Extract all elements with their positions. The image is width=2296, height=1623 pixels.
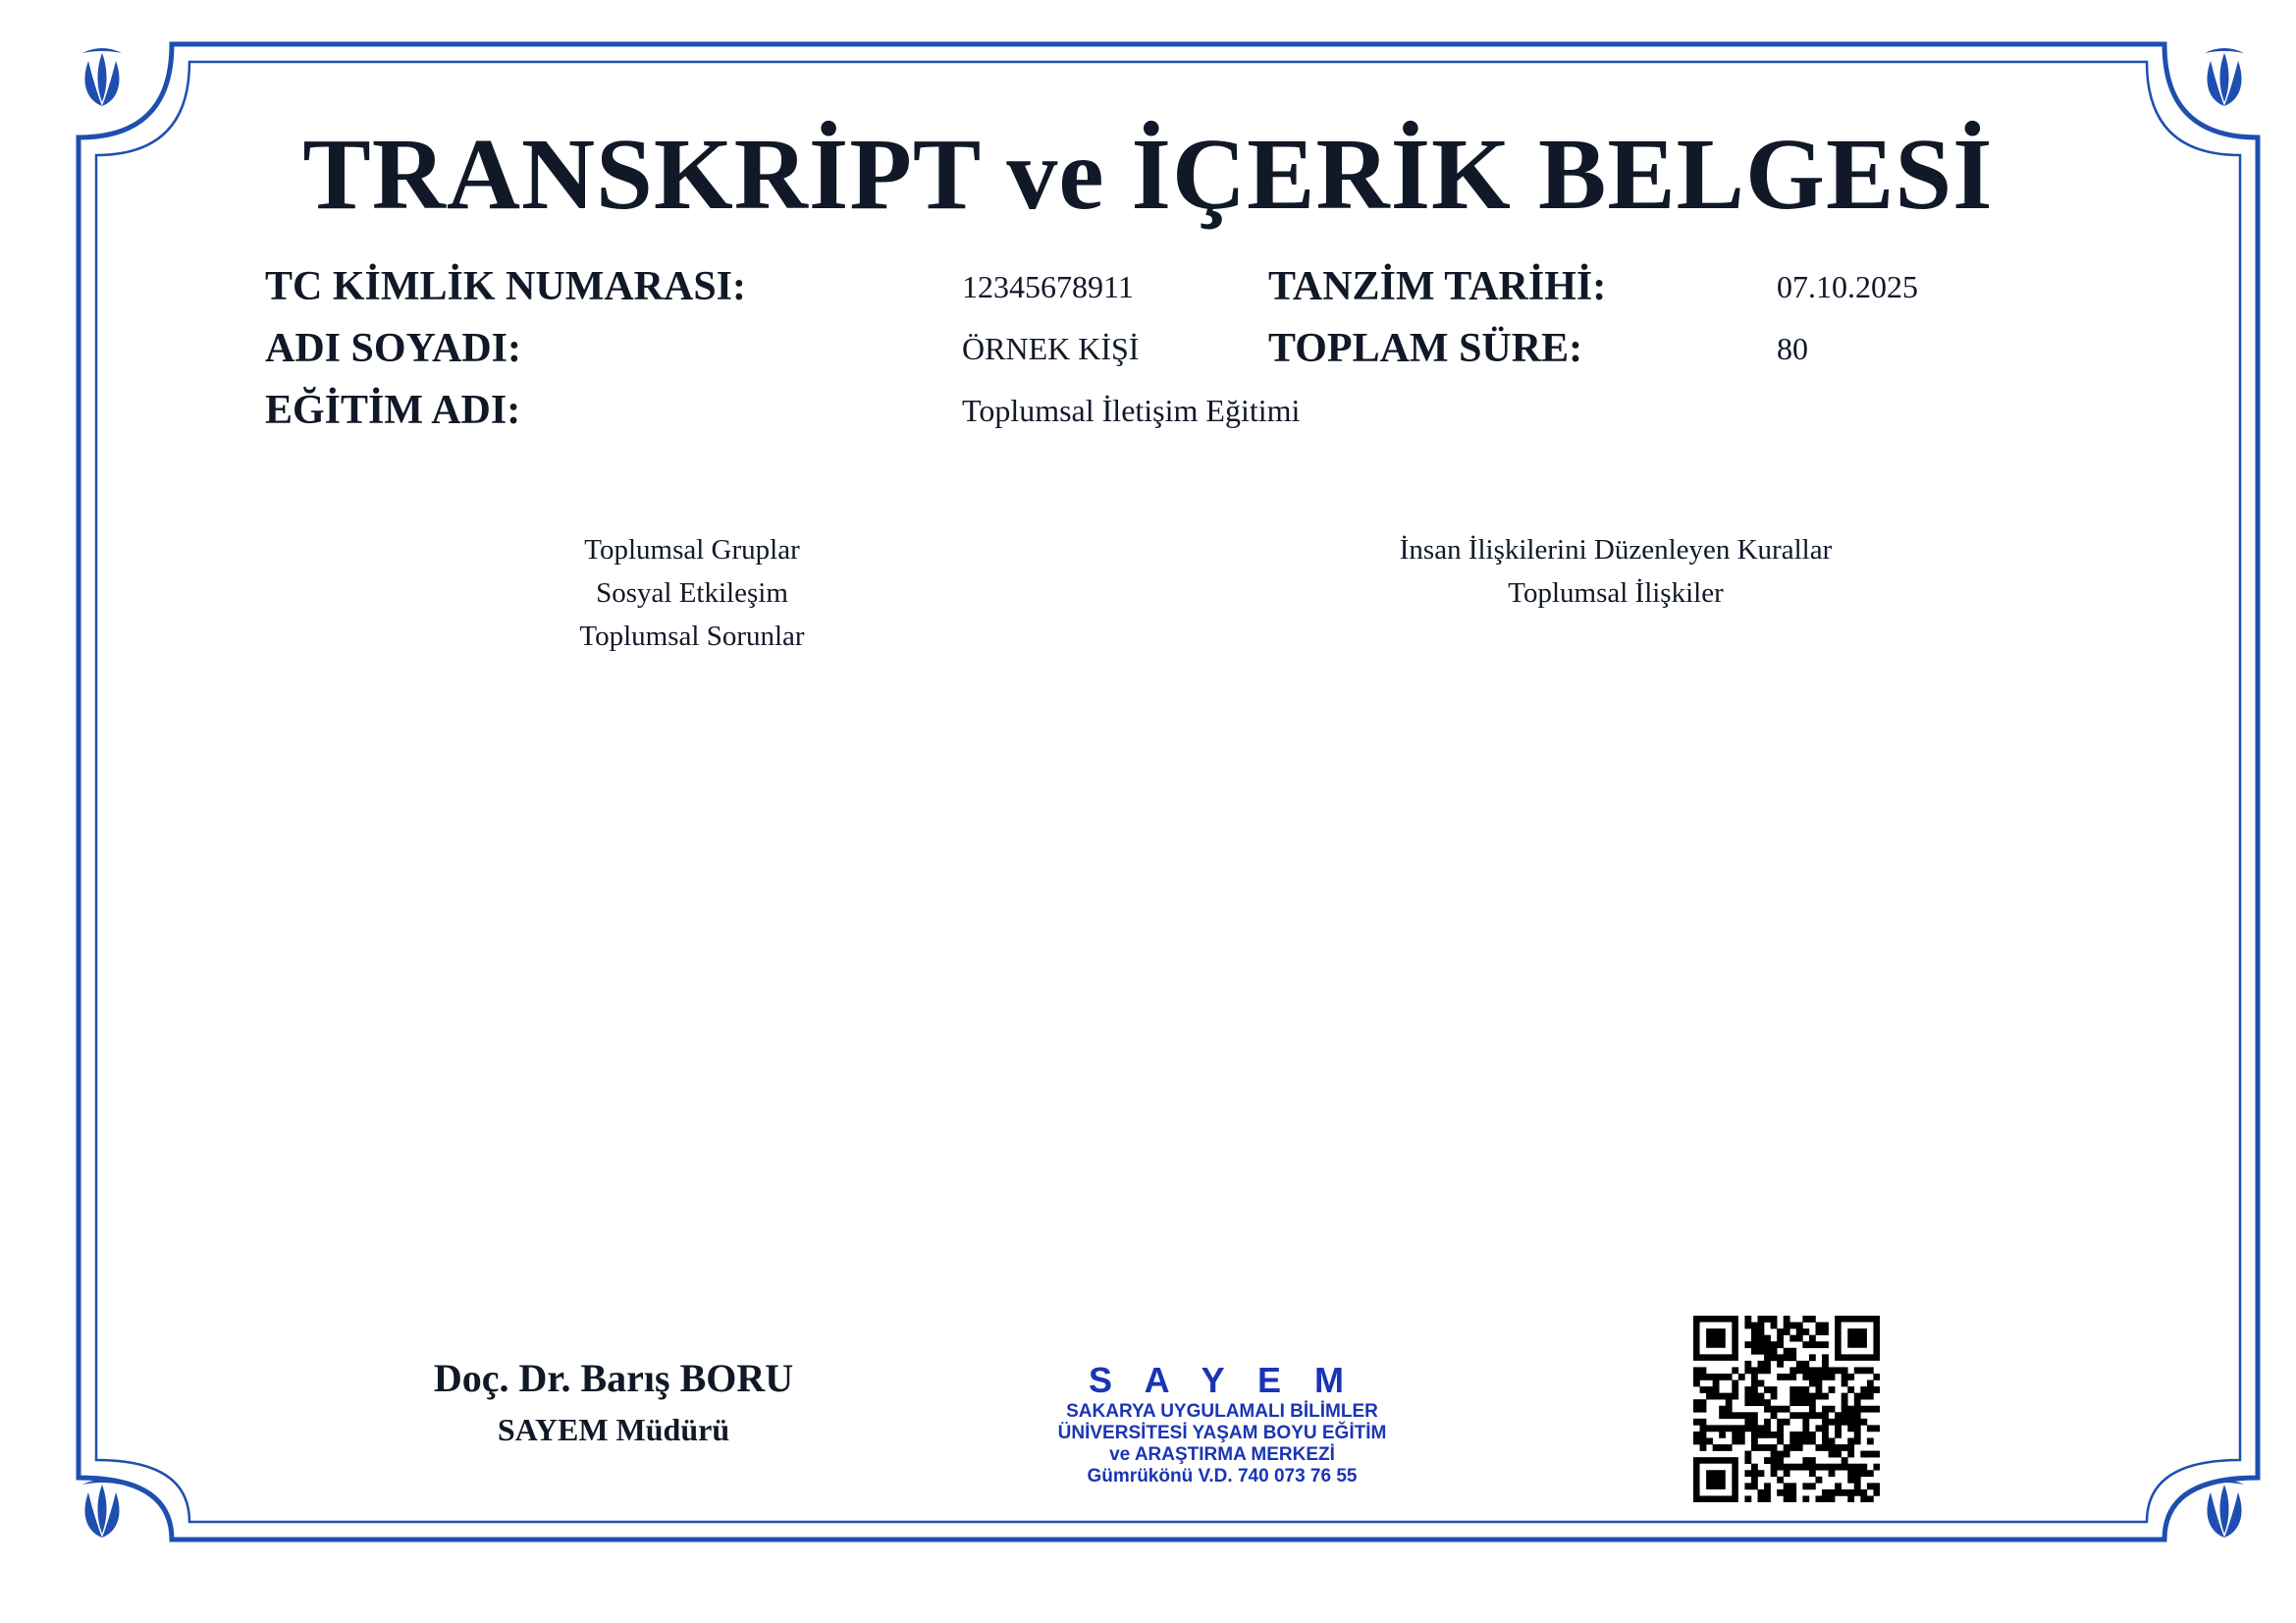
date-value: 07.10.2025	[1777, 269, 1918, 304]
signatory-title: SAYEM Müdürü	[497, 1412, 730, 1447]
stamp-line: SAKARYA UYGULAMALI BİLİMLER	[1066, 1401, 1378, 1422]
course-label: EĞİTİM ADI:	[265, 388, 521, 433]
name-label: ADI SOYADI:	[265, 326, 522, 371]
stamp-line: ve ARAŞTIRMA MERKEZİ	[1109, 1444, 1335, 1465]
tulip-logo-icon	[75, 41, 130, 110]
tulip-logo-icon	[2197, 1473, 2252, 1542]
topic-item: İnsan İlişkilerini Düzenleyen Kurallar	[1399, 534, 1833, 566]
topic-item: Toplumsal Sorunlar	[579, 621, 805, 652]
duration-label: TOPLAM SÜRE:	[1268, 326, 1583, 371]
tc-label: TC KİMLİK NUMARASI:	[265, 264, 747, 309]
name-value: ÖRNEK KİŞİ	[962, 331, 1140, 366]
stamp-line: Gümrükönü V.D. 740 073 76 55	[1087, 1466, 1358, 1487]
topics-left-column	[250, 528, 1134, 658]
institution-stamp	[1021, 1360, 1423, 1488]
stamp-line: ÜNİVERSİTESİ YAŞAM BOYU EĞİTİM	[1057, 1423, 1387, 1443]
topics-right-column	[1174, 528, 2057, 615]
tc-value: 12345678911	[962, 269, 1134, 304]
topic-item: Toplumsal İlişkiler	[1508, 577, 1724, 609]
course-value: Toplumsal İletişim Eğitimi	[962, 393, 1301, 428]
document-title: TRANSKRİPT ve İÇERİK BELGESİ	[302, 118, 1994, 231]
duration-value: 80	[1777, 331, 1808, 366]
tulip-logo-icon	[2197, 41, 2252, 110]
topic-item: Sosyal Etkileşim	[596, 577, 788, 609]
topic-item: Toplumsal Gruplar	[584, 534, 800, 566]
signatory-name: Doç. Dr. Barış BORU	[433, 1356, 794, 1400]
tulip-logo-icon	[75, 1473, 130, 1542]
stamp-line: S A Y E M	[1088, 1360, 1357, 1400]
qr-code-icon	[1693, 1316, 1880, 1502]
date-label: TANZİM TARİHİ:	[1268, 264, 1607, 309]
